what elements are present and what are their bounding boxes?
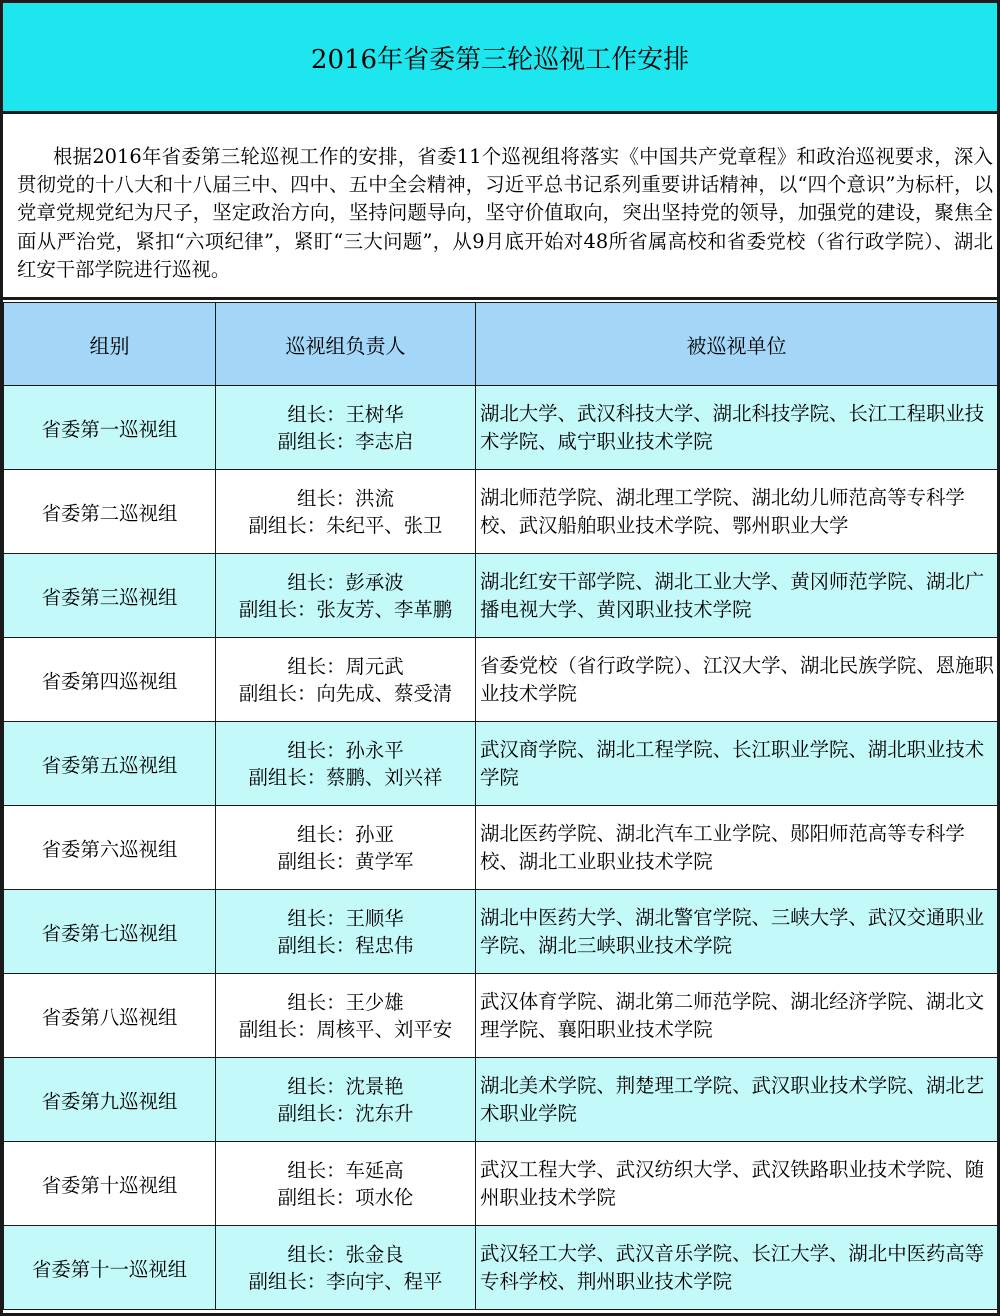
table-row — [4, 1142, 998, 1226]
schedule-table — [3, 302, 998, 1310]
deputy-leader: 副组长：黄学军 — [277, 849, 414, 873]
inspected-units-cell — [476, 890, 998, 974]
group-leader: 组长：王少雄 — [287, 990, 404, 1014]
group-leader: 组长：王树华 — [287, 402, 404, 426]
table-row — [4, 890, 998, 974]
group-leader: 组长：彭承波 — [287, 570, 404, 594]
title-banner — [3, 3, 997, 114]
leader-cell — [216, 386, 476, 470]
table-row — [4, 386, 998, 470]
intro-paragraph: 根据2016年省委第三轮巡视工作的安排，省委11个巡视组将落实《中国共产党章程》和政治巡视要求，深入贯彻党的十八大和十八届三中、四中、五中全会精神，习近平总书记系列重要讲话精神，以“四个意识”为标杆，以党章党规党纪为尺子，坚定政治方向，坚持问题导向，坚守价值取向，突出坚持党的领导，加强党的建设，聚焦全面从严治党，紧扣“六项纪律”，紧盯“三大问题”，从9月底开始对48所省属高校和省委党校（省行政学院）、湖北红安干部学院进行巡视。 — [3, 114, 997, 300]
inspected-units-text: 武汉商学院、湖北工程学院、长江职业学院、湖北职业技术学院 — [480, 737, 985, 789]
deputy-leader: 副组长：李向宇、程平 — [248, 1269, 443, 1293]
table-row — [4, 1058, 998, 1142]
group-leader: 组长：沈景艳 — [287, 1074, 404, 1098]
leader-cell — [216, 722, 476, 806]
group-name-cell: 省委第一巡视组 — [4, 386, 216, 470]
header-units: 被巡视单位 — [476, 303, 998, 386]
leader-cell — [216, 1226, 476, 1310]
group-leader: 组长：王顺华 — [287, 906, 404, 930]
group-leader: 组长：孙亚 — [297, 822, 394, 846]
inspected-units-text: 武汉体育学院、湖北第二师范学院、湖北经济学院、湖北文理学院、襄阳职业技术学院 — [480, 989, 985, 1041]
group-name-cell: 省委第二巡视组 — [4, 470, 216, 554]
group-name-cell: 省委第九巡视组 — [4, 1058, 216, 1142]
page-title: 2016年省委第三轮巡视工作安排 — [310, 44, 690, 75]
group-name-cell: 省委第七巡视组 — [4, 890, 216, 974]
table-header-row — [4, 303, 998, 386]
group-name-cell: 省委第八巡视组 — [4, 974, 216, 1058]
leader-cell — [216, 890, 476, 974]
deputy-leader: 副组长：周核平、刘平安 — [238, 1017, 453, 1041]
deputy-leader: 副组长：蔡鹏、刘兴祥 — [248, 765, 443, 789]
table-row — [4, 638, 998, 722]
header-group: 组别 — [4, 303, 216, 386]
inspected-units-text: 省委党校（省行政学院）、江汉大学、湖北民族学院、恩施职业技术学院 — [480, 653, 994, 705]
inspected-units-cell — [476, 974, 998, 1058]
inspected-units-cell — [476, 554, 998, 638]
table-row — [4, 974, 998, 1058]
deputy-leader: 副组长：张友芳、李革鹏 — [238, 597, 453, 621]
leader-cell — [216, 806, 476, 890]
leader-cell — [216, 1142, 476, 1226]
inspected-units-text: 湖北中医药大学、湖北警官学院、三峡大学、武汉交通职业学院、湖北三峡职业技术学院 — [480, 905, 985, 957]
inspected-units-text: 湖北医药学院、湖北汽车工业学院、郧阳师范高等专科学校、湖北工业职业技术学院 — [480, 821, 965, 873]
leader-cell — [216, 554, 476, 638]
inspected-units-cell — [476, 1226, 998, 1310]
inspected-units-cell — [476, 722, 998, 806]
group-name-cell: 省委第十巡视组 — [4, 1142, 216, 1226]
leader-cell — [216, 1058, 476, 1142]
group-leader: 组长：孙永平 — [287, 738, 404, 762]
group-name-cell: 省委第四巡视组 — [4, 638, 216, 722]
group-leader: 组长：张金良 — [287, 1242, 404, 1266]
inspected-units-text: 湖北大学、武汉科技大学、湖北科技学院、长江工程职业技术学院、咸宁职业技术学院 — [480, 401, 985, 453]
group-name-cell: 省委第六巡视组 — [4, 806, 216, 890]
group-name-cell: 省委第三巡视组 — [4, 554, 216, 638]
deputy-leader: 副组长：沈东升 — [277, 1101, 414, 1125]
deputy-leader: 副组长：李志启 — [277, 429, 414, 453]
inspected-units-cell — [476, 1058, 998, 1142]
inspected-units-text: 武汉工程大学、武汉纺织大学、武汉铁路职业技术学院、随州职业技术学院 — [480, 1157, 985, 1209]
inspected-units-cell — [476, 806, 998, 890]
table-row — [4, 470, 998, 554]
inspected-units-cell — [476, 470, 998, 554]
leader-cell — [216, 974, 476, 1058]
deputy-leader: 副组长：向先成、蔡受清 — [238, 681, 453, 705]
inspected-units-text: 湖北美术学院、荆楚理工学院、武汉职业技术学院、湖北艺术职业学院 — [480, 1073, 985, 1125]
table-row — [4, 722, 998, 806]
group-leader: 组长：周元武 — [287, 654, 404, 678]
inspected-units-text: 武汉轻工大学、武汉音乐学院、长江大学、湖北中医药高等专科学校、荆州职业技术学院 — [480, 1241, 985, 1293]
table-body — [4, 386, 998, 1310]
deputy-leader: 副组长：朱纪平、张卫 — [248, 513, 443, 537]
deputy-leader: 副组长：程忠伟 — [277, 933, 414, 957]
table-row — [4, 1226, 998, 1310]
inspected-units-cell — [476, 638, 998, 722]
inspected-units-cell — [476, 386, 998, 470]
table-row — [4, 554, 998, 638]
inspected-units-text: 湖北师范学院、湖北理工学院、湖北幼儿师范高等专科学校、武汉船舶职业技术学院、鄂州职业大学 — [480, 485, 965, 537]
inspected-units-cell — [476, 1142, 998, 1226]
deputy-leader: 副组长：项水伦 — [277, 1185, 414, 1209]
group-name-cell: 省委第五巡视组 — [4, 722, 216, 806]
table-row — [4, 806, 998, 890]
header-leader: 巡视组负责人 — [216, 303, 476, 386]
group-leader: 组长：车延高 — [287, 1158, 404, 1182]
group-name-cell: 省委第十一巡视组 — [4, 1226, 216, 1310]
group-leader: 组长：洪流 — [297, 486, 394, 510]
leader-cell — [216, 638, 476, 722]
leader-cell — [216, 470, 476, 554]
inspected-units-text: 湖北红安干部学院、湖北工业大学、黄冈师范学院、湖北广播电视大学、黄冈职业技术学院 — [480, 569, 985, 621]
